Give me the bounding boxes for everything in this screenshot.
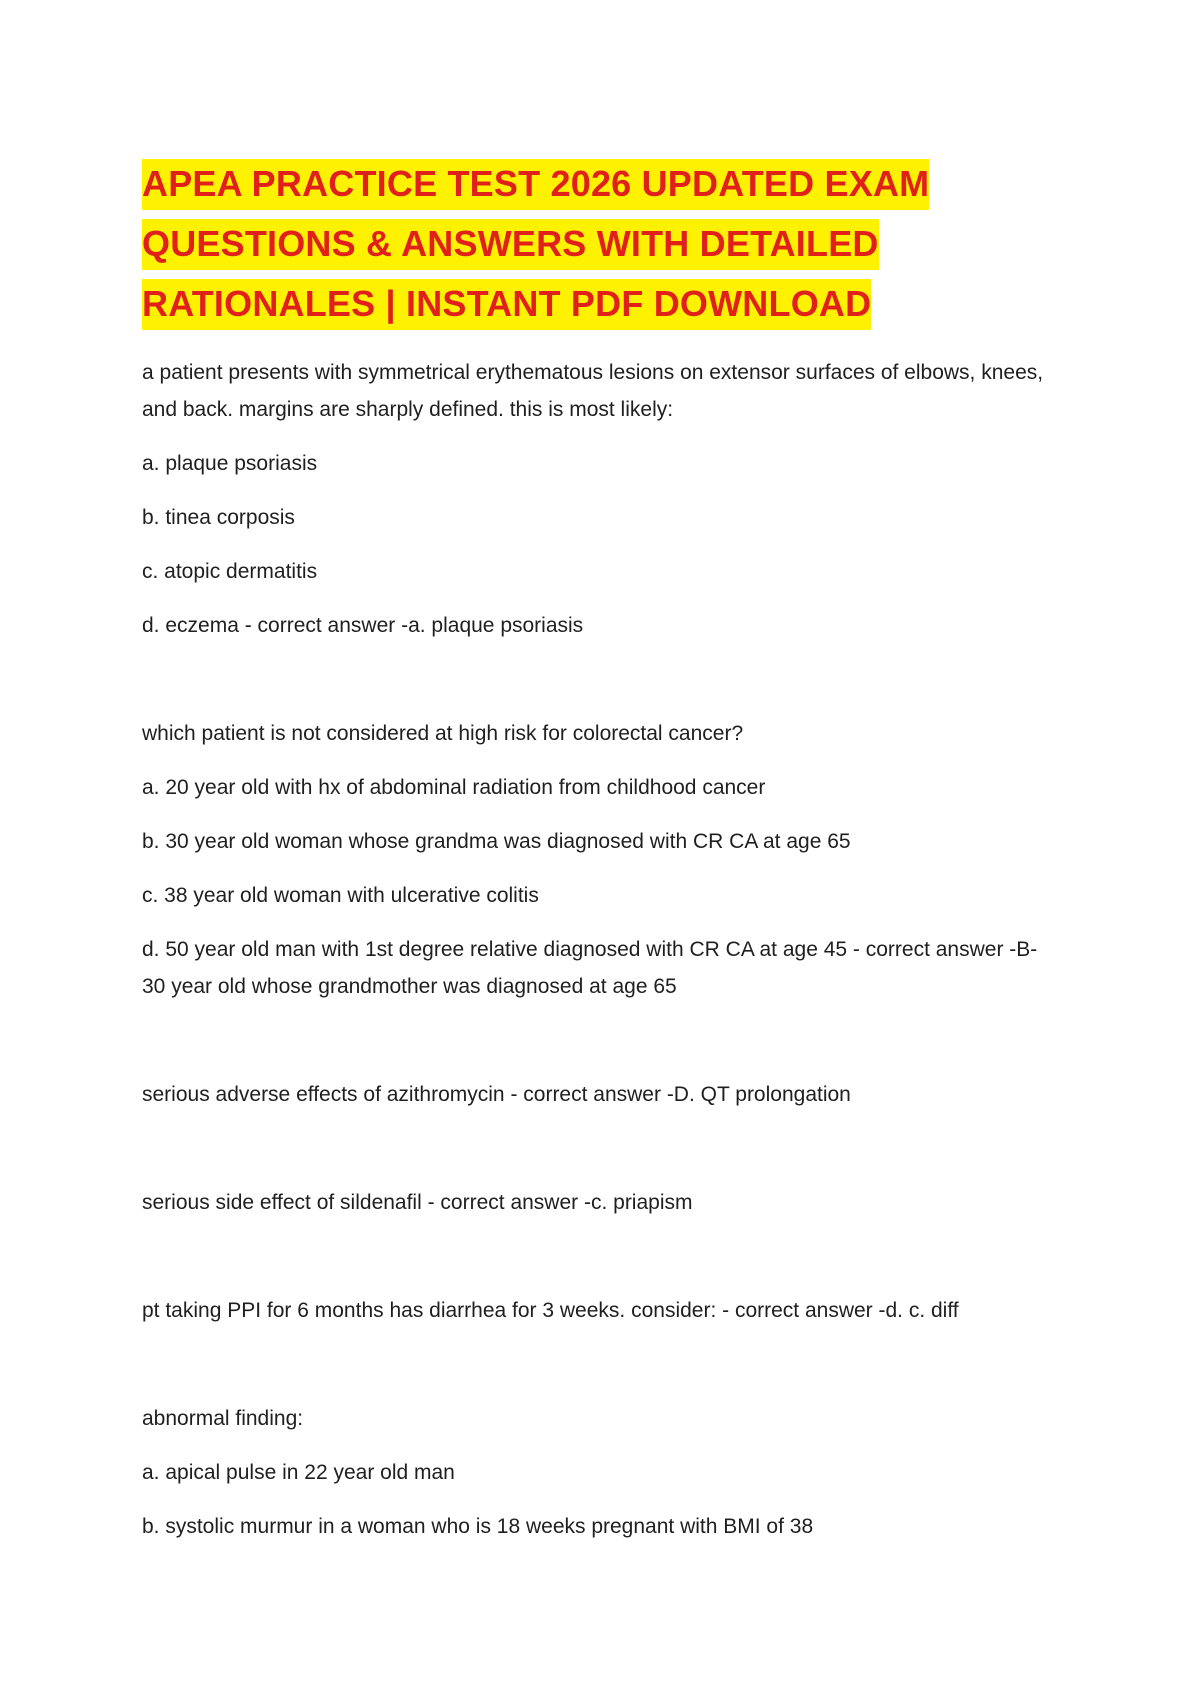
answer-option: b. systolic murmur in a woman who is 18 weeks pregnant with BMI of 38 [142, 1515, 814, 1538]
question-block [142, 715, 1062, 1005]
answer-option: c. 38 year old woman with ulcerative colitis [142, 884, 539, 907]
question-stem: a patient presents with symmetrical erythematous lesions on extensor surfaces of elbows, knees, and back. margins are sharply defined. this is most likely: [142, 361, 1044, 421]
answer-option: a. 20 year old with hx of abdominal radiation from childhood cancer [142, 776, 766, 799]
question-stem-with-correct-answer: serious adverse effects of azithromycin - correct answer -D. QT prolongation [142, 1083, 851, 1106]
document-title-text: APEA PRACTICE TEST 2026 UPDATED EXAM QUESTIONS & ANSWERS WITH DETAILED RATIONALES | INSTANT PDF DOWNLOAD [142, 159, 929, 330]
question-block [142, 1400, 1062, 1545]
question-block [142, 354, 1062, 644]
question-stem-with-correct-answer: pt taking PPI for 6 months has diarrhea for 3 weeks. consider: - correct answer -d. c. diff [142, 1299, 959, 1322]
answer-option: b. tinea corposis [142, 506, 295, 529]
answer-option-with-correct-answer: d. eczema - correct answer -a. plaque psoriasis [142, 614, 584, 637]
question-block [142, 1292, 1062, 1329]
answer-option: c. atopic dermatitis [142, 560, 318, 583]
question-stem: which patient is not considered at high risk for colorectal cancer? [142, 722, 744, 745]
answer-option: b. 30 year old woman whose grandma was diagnosed with CR CA at age 65 [142, 830, 851, 853]
question-stem-with-correct-answer: serious side effect of sildenafil - correct answer -c. priapism [142, 1191, 693, 1214]
question-block [142, 1184, 1062, 1221]
document-title [142, 154, 1062, 334]
question-stem: abnormal finding: [142, 1407, 304, 1430]
question-block [142, 1076, 1062, 1113]
answer-option-with-correct-answer: d. 50 year old man with 1st degree relative diagnosed with CR CA at age 45 - correct answer -B- 30 year old whose grandmother was diagnosed at age 65 [142, 938, 1038, 998]
document-page [142, 154, 1062, 1545]
answer-option: a. apical pulse in 22 year old man [142, 1461, 455, 1484]
answer-option: a. plaque psoriasis [142, 452, 318, 475]
